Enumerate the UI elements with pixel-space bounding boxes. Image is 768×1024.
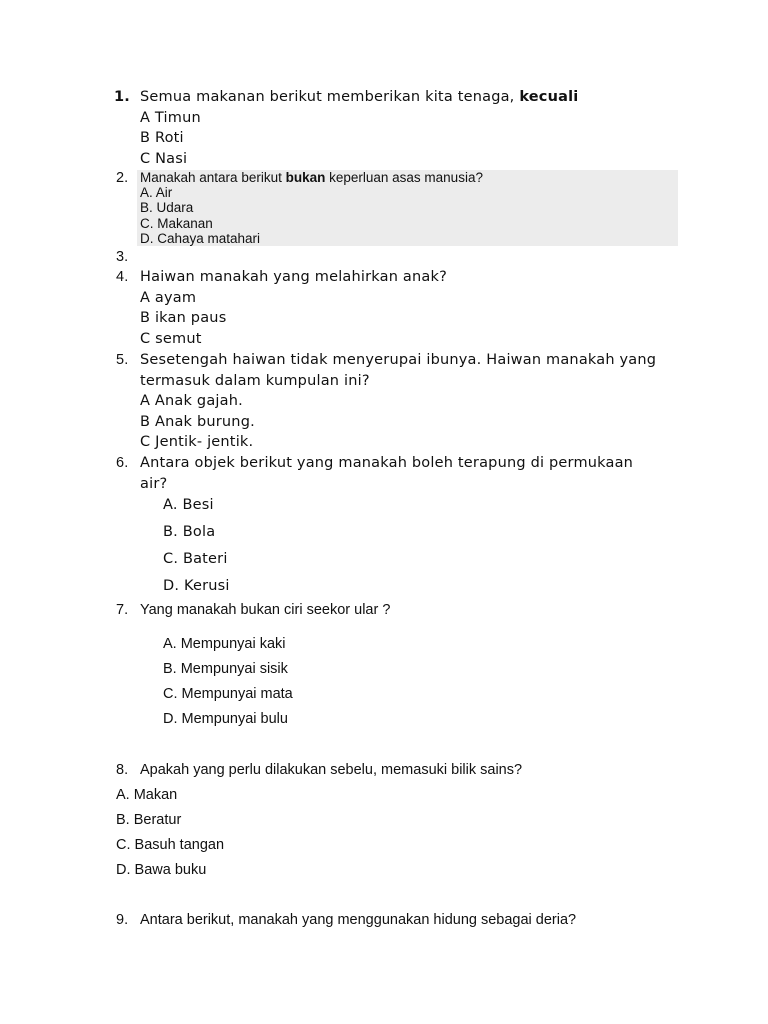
question-stem	[140, 87, 578, 108]
question-number: 4.	[116, 269, 129, 285]
option-b: B. Udara	[140, 200, 194, 215]
stem-text: Semua makanan berikut memberikan kita tenaga,	[140, 89, 520, 105]
option-a: A Timun	[140, 110, 201, 126]
question-stem: Antara berikut, manakah yang menggunakan hidung sebagai deria?	[140, 912, 577, 928]
stem-emphasis: bukan	[285, 170, 326, 185]
option-c: C Jentik- jentik.	[140, 434, 254, 450]
option-d: D. Cahaya matahari	[140, 231, 261, 246]
option-a: A. Besi	[163, 497, 214, 513]
option-b: B Roti	[140, 130, 184, 146]
option-c: C Nasi	[140, 151, 188, 167]
question-number: 5.	[116, 352, 129, 368]
option-c: C. Bateri	[163, 551, 228, 567]
option-c: C. Makanan	[140, 216, 213, 231]
question-number: 3.	[116, 249, 129, 265]
question-stem-line-2: air?	[140, 476, 168, 492]
option-b: B. Mempunyai sisik	[163, 661, 288, 677]
question-number: 6.	[116, 455, 129, 471]
option-b: B. Bola	[163, 524, 216, 540]
option-c: C. Mempunyai mata	[163, 686, 293, 702]
question-number: 8.	[116, 762, 129, 778]
option-a: A ayam	[140, 290, 197, 306]
question-number: 9.	[116, 912, 129, 928]
stem-emphasis: kecuali	[519, 89, 579, 105]
stem-text-end: keperluan asas manusia?	[325, 170, 483, 185]
option-c: C semut	[140, 331, 202, 347]
option-c: C. Basuh tangan	[116, 837, 225, 853]
option-d: D. Bawa buku	[116, 862, 207, 878]
question-number: 7.	[116, 602, 129, 618]
option-a: A Anak gajah.	[140, 393, 243, 409]
option-b: B Anak burung.	[140, 414, 255, 430]
option-d: D. Mempunyai bulu	[163, 711, 288, 727]
option-b: B ikan paus	[140, 310, 227, 326]
stem-text: Manakah antara berikut	[140, 170, 286, 185]
option-b: B. Beratur	[116, 812, 182, 828]
question-stem: Haiwan manakah yang melahirkan anak?	[140, 269, 447, 285]
question-stem-line-1: Sesetengah haiwan tidak menyerupai ibunya. Haiwan manakah yang	[140, 352, 657, 368]
question-stem-line-2: termasuk dalam kumpulan ini?	[140, 373, 370, 389]
question-stem: Yang manakah bukan ciri seekor ular ?	[140, 602, 391, 618]
question-stem	[140, 170, 483, 186]
option-d: D. Kerusi	[163, 578, 230, 594]
option-a: A. Mempunyai kaki	[163, 636, 286, 652]
question-number: 2.	[116, 170, 129, 186]
question-stem-line-1: Antara objek berikut yang manakah boleh terapung di permukaan	[140, 455, 634, 471]
question-stem: Apakah yang perlu dilakukan sebelu, memasuki bilik sains?	[140, 762, 523, 778]
option-a: A. Makan	[116, 787, 178, 803]
question-number: 1.	[114, 89, 130, 105]
option-a: A. Air	[140, 185, 173, 200]
